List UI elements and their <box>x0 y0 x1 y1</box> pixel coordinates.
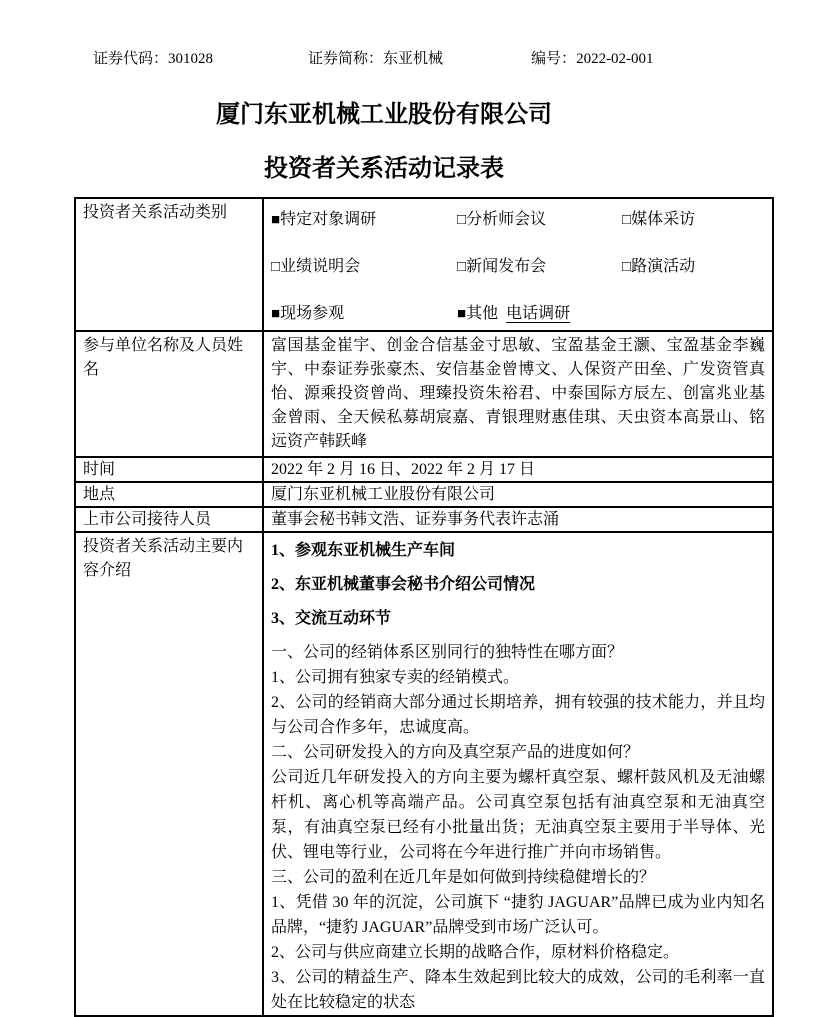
other-option-note: 电话调研 <box>506 305 571 322</box>
activity-option-label: 路演活动 <box>631 258 696 275</box>
qa-question-2: 二、公司研发投入的方向及真空泵产品的进度如何？ <box>271 744 640 761</box>
qa-question-1: 一、公司的经销体系区别同行的独特性在哪方面？ <box>271 644 624 661</box>
location-value: 厦门东亚机械工业股份有限公司 <box>263 482 773 507</box>
row-hosts <box>75 507 773 532</box>
hosts-value: 董事会秘书韩文浩、证券事务代表许志涌 <box>263 507 773 532</box>
activity-option-label: 分析师会议 <box>466 211 547 228</box>
activity-type-label: 投资者关系活动类别 <box>75 198 263 331</box>
checkbox-unchecked-icon: □ <box>622 259 632 275</box>
checkbox-unchecked-icon: □ <box>271 259 281 275</box>
activity-option-5 <box>457 254 622 280</box>
agenda-item-1: 1、参观东亚机械生产车间 <box>271 542 456 559</box>
form-title: 投资者关系活动记录表 <box>264 156 504 182</box>
row-activity-type <box>75 198 773 331</box>
row-participants <box>75 331 773 457</box>
stock-name-field <box>308 47 443 68</box>
qa-answer-2: 公司近几年研发投入的方向主要为螺杆真空泵、螺杆鼓风机及无油螺杆机、离心机等高端产品。公司真空泵包括有油真空泵和无油真空泵，有油真空泵已经有小批量出货；无油真空泵主要用于半导体、光伏、锂电等行业，公司将在今年进行推广并向市场销售。 <box>271 769 765 861</box>
agenda-item-2: 2、东亚机械董事会秘书介绍公司情况 <box>271 576 536 593</box>
activity-option-8 <box>457 301 622 327</box>
activity-option-3 <box>622 207 765 233</box>
title-block <box>74 100 694 184</box>
activity-option-2 <box>457 207 622 233</box>
activity-options-grid <box>271 201 765 327</box>
activity-option-label: 其他 <box>466 305 499 322</box>
record-table <box>74 197 774 1017</box>
participants-label: 参与单位名称及人员姓名 <box>75 331 263 457</box>
checkbox-unchecked-icon: □ <box>457 259 467 275</box>
qa-answer-3c: 3、公司的精益生产、降本生效起到比较大的成效，公司的毛利率一直处在比较稳定的状态 <box>271 969 765 1011</box>
participants-value: 富国基金崔宇、创金合信基金寸思敏、宝盈基金王灏、宝盈基金李巍宇、中泰证券张豪杰、安信基金曾博文、人保资产田垒、广发资管真怡、源乘投资曾尚、理臻投资朱裕君、中泰国际方辰左、创富兆业基金曾雨、全天候私募胡宸嘉、青银理财惠佳琪、天虫资本高景山、铭远资产韩跃峰 <box>271 337 765 450</box>
qa-question-3: 三、公司的盈利在近几年是如何做到持续稳健增长的？ <box>271 869 656 886</box>
stock-code-field <box>93 47 213 68</box>
main-content-cell <box>263 532 773 1016</box>
doc-number-label: 编号： <box>531 51 577 67</box>
activity-option-label: 媒体采访 <box>631 211 696 228</box>
checkbox-checked-icon: ■ <box>271 306 281 322</box>
activity-option-4 <box>271 254 457 280</box>
activity-option-label: 现场参观 <box>280 305 345 322</box>
row-location <box>75 482 773 507</box>
time-value: 2022 年 2 月 16 日、2022 年 2 月 17 日 <box>263 457 773 482</box>
doc-number-field <box>531 47 654 68</box>
doc-number-value: 2022-02-001 <box>576 51 654 67</box>
participants-cell <box>263 331 773 457</box>
stock-code-value: 301028 <box>168 51 214 67</box>
time-label: 时间 <box>75 457 263 482</box>
activity-option-label: 新闻发布会 <box>466 258 547 275</box>
activity-option-label: 业绩说明会 <box>280 258 361 275</box>
row-main-content <box>75 532 773 1016</box>
activity-option-label: 特定对象调研 <box>280 211 377 228</box>
row-time <box>75 457 773 482</box>
activity-option-1 <box>271 207 457 233</box>
agenda-item-3: 3、交流互动环节 <box>271 610 392 627</box>
stock-name-label: 证券简称： <box>308 51 384 67</box>
checkbox-unchecked-icon: □ <box>457 212 467 228</box>
activity-option-7 <box>271 301 457 327</box>
checkbox-checked-icon: ■ <box>271 212 281 228</box>
hosts-label: 上市公司接待人员 <box>75 507 263 532</box>
qa-answer-1a: 1、公司拥有独家专卖的经销模式。 <box>271 669 520 686</box>
qa-answer-3a: 1、凭借 30 年的沉淀，公司旗下 “捷豹 JAGUAR”品牌已成为业内知名品牌，“捷豹 JAGUAR”品牌受到市场广泛认可。 <box>271 894 765 936</box>
company-title: 厦门东亚机械工业股份有限公司 <box>216 102 552 128</box>
securities-meta-line <box>74 47 833 68</box>
qa-answer-3b: 2、公司与供应商建立长期的战略合作，原材料价格稳定。 <box>271 944 680 961</box>
checkbox-checked-icon: ■ <box>457 306 467 322</box>
main-content-label: 投资者关系活动主要内容介绍 <box>75 532 263 1016</box>
checkbox-unchecked-icon: □ <box>622 212 632 228</box>
qa-answer-1b: 2、公司的经销商大部分通过长期培养，拥有较强的技术能力，并且均与公司合作多年，忠诚度高。 <box>271 694 765 736</box>
activity-option-6 <box>622 254 765 280</box>
activity-type-options-cell <box>263 198 773 331</box>
stock-code-label: 证券代码： <box>93 51 169 67</box>
stock-name-value: 东亚机械 <box>383 51 444 67</box>
location-label: 地点 <box>75 482 263 507</box>
